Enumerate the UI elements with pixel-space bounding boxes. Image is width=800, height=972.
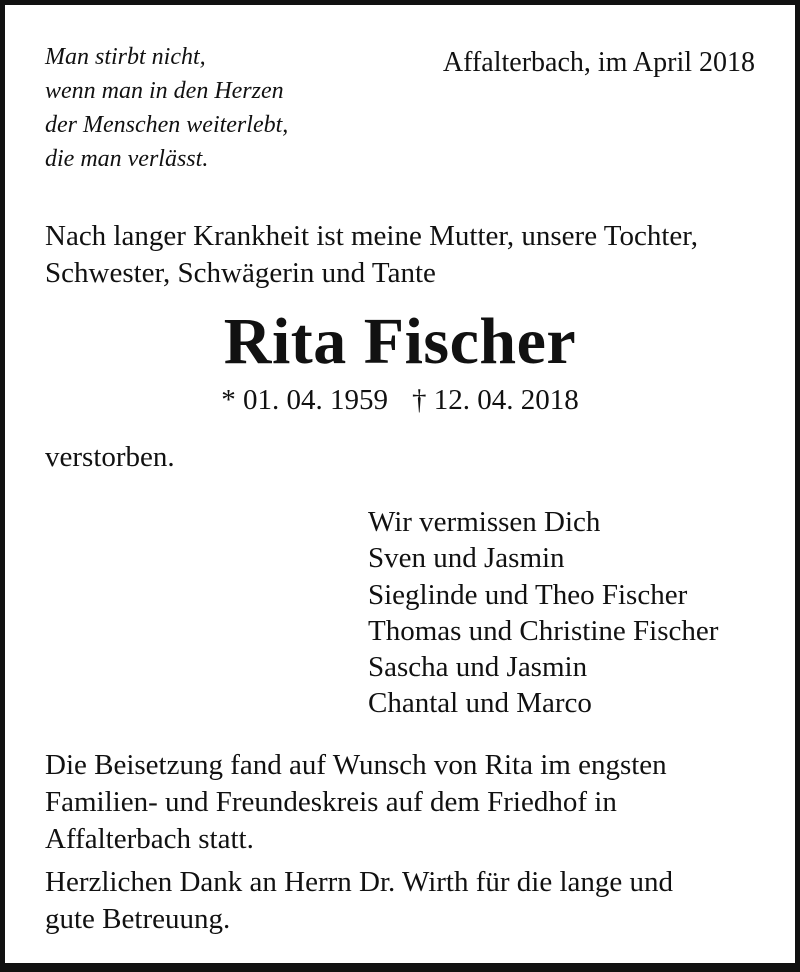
place-and-date: Affalterbach, im April 2018 <box>442 47 755 78</box>
thanks-note <box>45 864 673 938</box>
passed-away-text: verstorben. <box>45 441 175 473</box>
mourners-list <box>368 504 718 722</box>
intro-line: Schwester, Schwägerin und Tante <box>45 257 436 289</box>
birth-date: * 01. 04. 1959 <box>221 384 388 416</box>
mourner-line: Sieglinde und Theo Fischer <box>368 578 688 611</box>
deceased-name: Rita Fischer <box>223 305 577 378</box>
mourner-line: Thomas und Christine Fischer <box>368 614 719 647</box>
motto-line: der Menschen weiterlebt, <box>45 112 289 138</box>
funeral-line: Familien- und Freundeskreis auf dem Friedhof in <box>45 786 617 818</box>
funeral-line: Affalterbach statt. <box>45 823 254 855</box>
mourner-line: Sascha und Jasmin <box>368 651 588 684</box>
life-dates <box>0 382 800 418</box>
funeral-line: Die Beisetzung fand auf Wunsch von Rita im engsten <box>45 749 667 781</box>
thanks-line: gute Betreuung. <box>45 903 231 935</box>
motto-quote <box>45 40 288 176</box>
death-date: † 12. 04. 2018 <box>412 384 579 416</box>
thanks-line: Herzlichen Dank an Herrn Dr. Wirth für die lange und <box>45 866 674 898</box>
motto-line: Man stirbt nicht, <box>45 44 206 70</box>
mourner-line: Wir vermissen Dich <box>368 506 601 538</box>
motto-line: die man verlässt. <box>45 146 209 172</box>
mourner-line: Chantal und Marco <box>368 687 592 720</box>
funeral-notice <box>45 747 667 858</box>
intro-line: Nach langer Krankheit ist meine Mutter, unsere Tochter, <box>45 220 699 252</box>
mourner-line: Sven und Jasmin <box>368 542 565 575</box>
intro-text <box>45 218 698 292</box>
motto-line: wenn man in den Herzen <box>45 78 284 104</box>
